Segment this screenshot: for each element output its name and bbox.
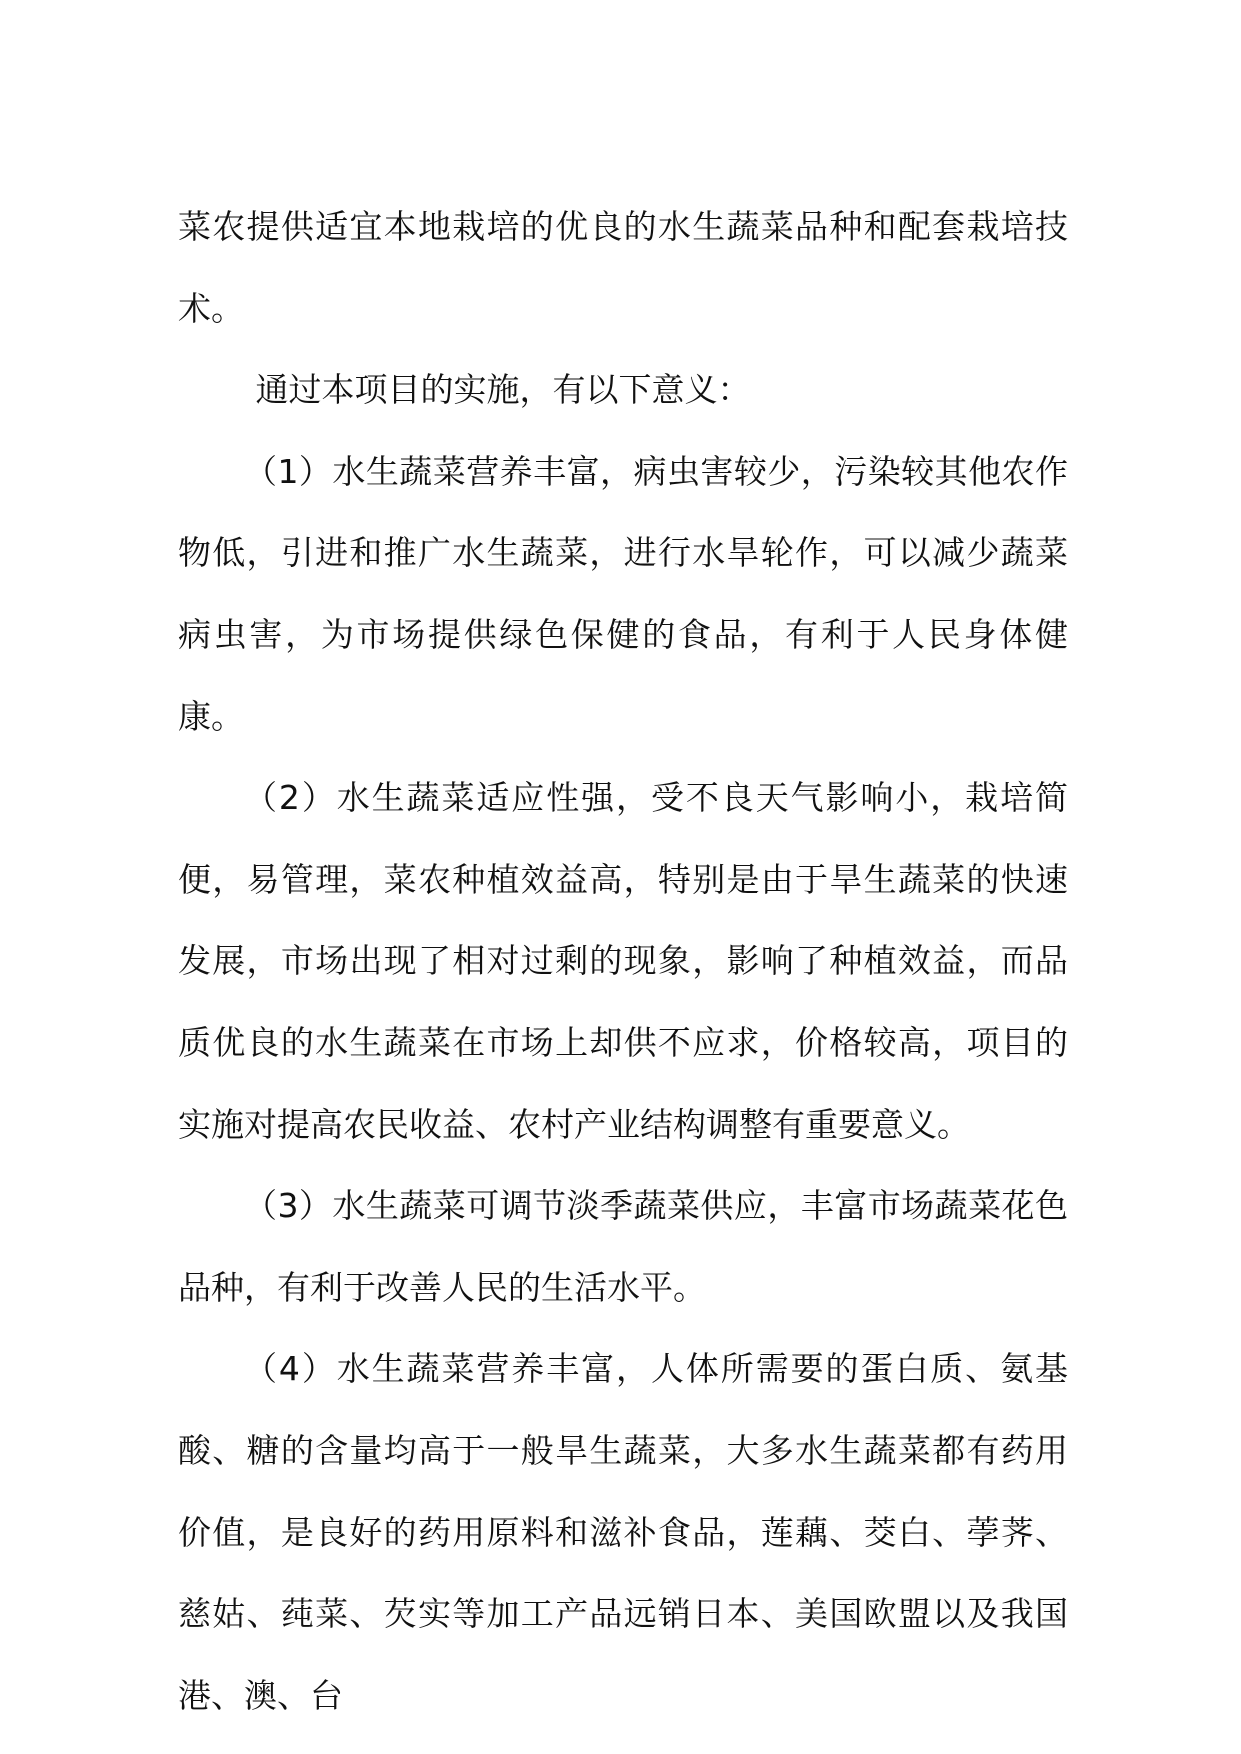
paragraph-point-4: （4）水生蔬菜营养丰富，人体所需要的蛋白质、氨基酸、糖的含量均高于一般旱生蔬菜，大多水生蔬菜都有药用价值，是良好的药用原料和滋补食品，莲藕、茭白、荸荠、慈姑、莼菜、芡实等加工产品远销日本、美国欧盟以及我国港、澳、台 [178,1349,1068,1715]
paragraph-point-1: （1）水生蔬菜营养丰富，病虫害较少，污染较其他农作物低，引进和推广水生蔬菜，进行水旱轮作，可以减少蔬菜病虫害，为市场提供绿色保健的食品，有利于人民身体健康。 [178,451,1068,736]
paragraph-point-3: （3）水生蔬菜可调节淡季蔬菜供应，丰富市场蔬菜花色品种，有利于改善人民的生活水平。 [178,1186,1068,1307]
paragraph-intro: 通过本项目的实施，有以下意义： [255,370,751,410]
paragraph-point-2: （2）水生蔬菜适应性强，受不良天气影响小，栽培简便，易管理，菜农种植效益高，特别是由于旱生蔬菜的快速发展，市场出现了相对过剩的现象，影响了种植效益，而品质优良的水生蔬菜在市场上却供不应求，价格较高，项目的实施对提高农民收益、农村产业结构调整有重要意义。 [178,778,1068,1144]
document-body [178,186,1068,1736]
paragraph-continuation: 菜农提供适宜本地栽培的优良的水生蔬菜品种和配套栽培技术。 [178,207,1068,328]
